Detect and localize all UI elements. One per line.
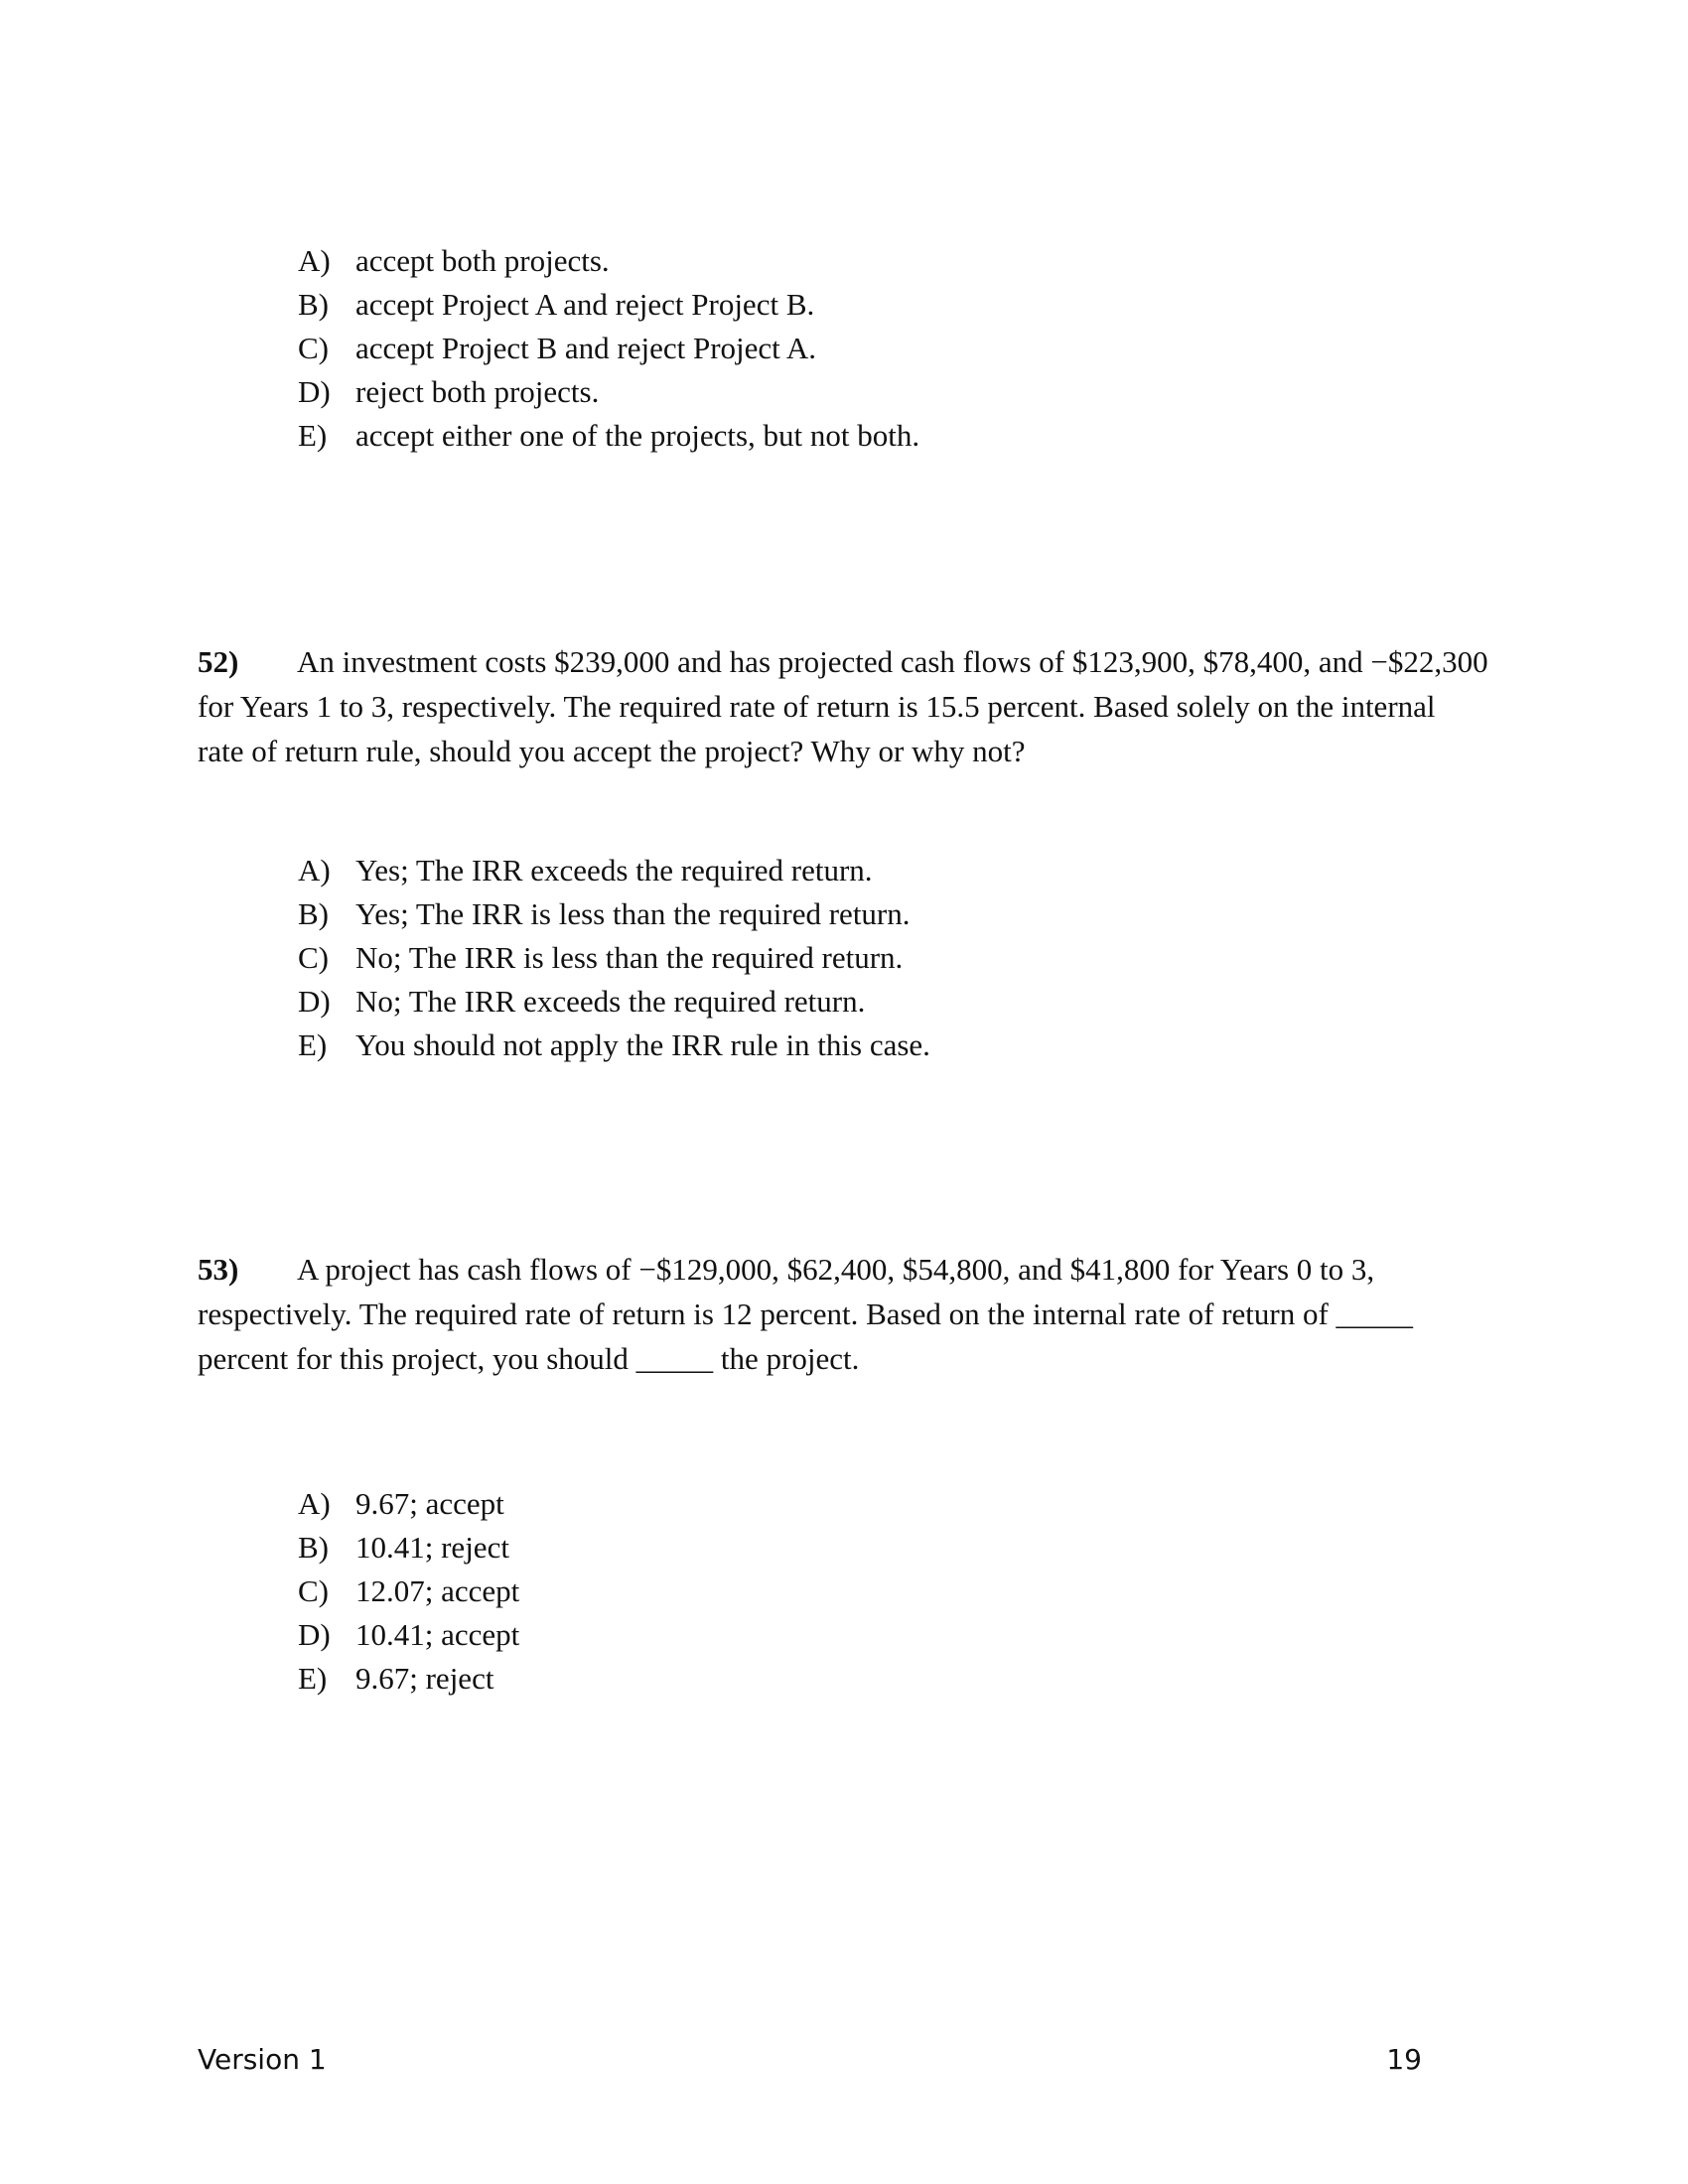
choice-e: E) You should not apply the IRR rule in this case. <box>298 1027 930 1062</box>
question-text: A project has cash flows of −$129,000, $62,400, $54,800, and $41,800 for Years 0 to 3, respectively. The required rate of return is 12 percent. Based on the internal rate of return of _____ percent for this project, you should _____ the project. <box>198 1252 1414 1376</box>
choice-a: A) Yes; The IRR exceeds the required return. <box>298 853 873 887</box>
question-number: 52) <box>198 644 239 679</box>
choice-b: B) accept Project A and reject Project B. <box>298 287 815 322</box>
choice-c: C) 12.07; accept <box>298 1573 520 1608</box>
choice-e: E) accept either one of the projects, but not both. <box>298 418 920 453</box>
page-number: 19 <box>1386 2043 1422 2076</box>
choice-e: E) 9.67; reject <box>298 1661 494 1696</box>
question-52 <box>198 639 1488 773</box>
question-number: 53) <box>198 1252 239 1287</box>
choice-a: A) 9.67; accept <box>298 1486 504 1521</box>
choice-a: A) accept both projects. <box>298 243 610 278</box>
choice-c: C) accept Project B and reject Project A. <box>298 331 816 365</box>
carryover-choices <box>298 239 919 458</box>
choice-b: B) 10.41; reject <box>298 1530 509 1565</box>
question-text: An investment costs $239,000 and has projected cash flows of $123,900, $78,400, and −$22,300 for Years 1 to 3, respectively. The required rate of return is 15.5 percent. Based solely on the internal rate of return rule, should you accept the project? Why or why not? <box>198 644 1488 768</box>
choice-d: D) reject both projects. <box>298 374 600 409</box>
choice-d: D) 10.41; accept <box>298 1617 520 1652</box>
question-52-choices <box>298 849 930 1067</box>
question-53-choices <box>298 1482 519 1701</box>
choice-d: D) No; The IRR exceeds the required return. <box>298 984 866 1019</box>
question-53 <box>198 1247 1488 1381</box>
version-label: Version 1 <box>198 2043 327 2076</box>
choice-c: C) No; The IRR is less than the required return. <box>298 940 904 975</box>
choice-b: B) Yes; The IRR is less than the required return. <box>298 896 911 931</box>
